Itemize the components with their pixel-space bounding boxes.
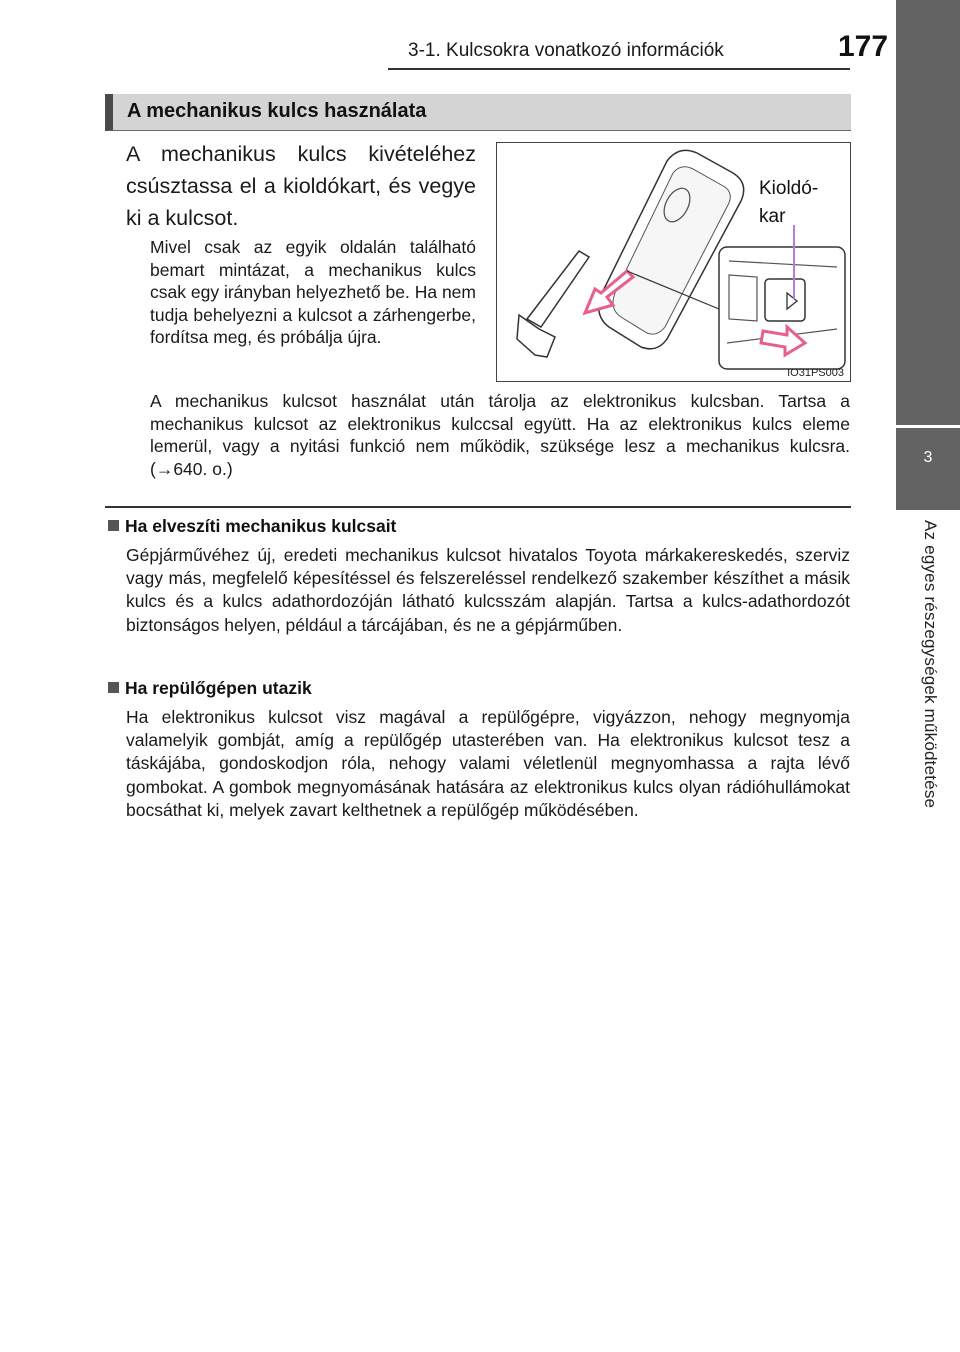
subsection-heading-airplane [108,678,312,699]
release-lever-label [759,175,839,231]
subsection-body-airplane: Ha elektronikus kulcsot visz magával a repülőgépre, vigyázzon, nehogy megnyomja valamelyik gombját, amíg a repülőgép utasterében van. Ha elektronikus kulcsot tesz a táskájába, gondoskodjon róla, nehogy valami véletlenül megnyomhassa a rajta lévő gombokat. A gombok megnyomásának hatására az elektronikus kulcs olyan rádióhullámokat bocsáthat ki, melyek zavart kelthetnek a repülőgép működésében. [126,707,850,820]
chapter-number: 3 [896,428,960,510]
subsection-body-lost-keys: Gépjárművéhez új, eredeti mechanikus kulcsot hivatalos Toyota márkakereskedés, szerviz vagy más, megfelelő képesítéssel és felszereléssel rendelkező szakember készíthet a másik kulcs és a kulcs adathordozóján látható kulcsszám alapján. Tartsa a kulcs-adathordozót biztonságos helyen, például a tárcájában, és ne a gépjárműben. [126,545,850,635]
subsection-heading-text: Ha repülőgépen utazik [125,678,312,698]
note-paragraph-1: Mivel csak az egyik oldalán található bemart mintázat, a mechanikus kulcs csak egy irányban helyezhető be. Ha nem tudja behelyezni a kulcsot a zárhengerbe, fordítsa meg, és próbálja újra. [150,237,476,347]
chapter-side-tab [896,0,960,1352]
chapter-label: Az egyes részegységek működtetése [921,520,940,809]
header-rule [388,68,850,70]
section-divider [105,506,851,508]
section-heading [105,94,851,131]
side-tab-bar [896,0,960,425]
square-bullet-icon [108,682,119,693]
subsection-heading-text: Ha elveszíti mechanikus kulcsait [125,516,397,536]
note-paragraph-2: A mechanikus kulcsot használat után tárolja az elektronikus kulcsban. Tartsa a mechanikus kulcsot az elektronikus kulccsal együtt. Ha az elektronikus kulcs eleme lemerül, vagy a nyitási funkció nem működik, szüksége lesz a mechanikus kulcsra. (→640. o.) [150,391,850,479]
page-number: 177 [838,30,889,63]
figure-code: IO31PS003 [787,367,844,379]
release-lever-label-line-2: kar [759,206,786,227]
header-title: 3-1. Kulcsokra vonatkozó információk [408,40,724,61]
release-lever [765,279,805,321]
subsection-heading-lost-keys [108,516,396,537]
intro-paragraph: A mechanikus kulcs kivételéhez csúsztassa el a kioldókart, és vegye ki a kulcsot. [126,142,476,230]
section-title: A mechanikus kulcs használata [127,100,427,122]
key-illustration [496,142,851,382]
release-lever-label-line-1: Kioldó- [759,178,819,199]
mechanical-key [527,251,589,327]
square-bullet-icon [108,520,119,531]
